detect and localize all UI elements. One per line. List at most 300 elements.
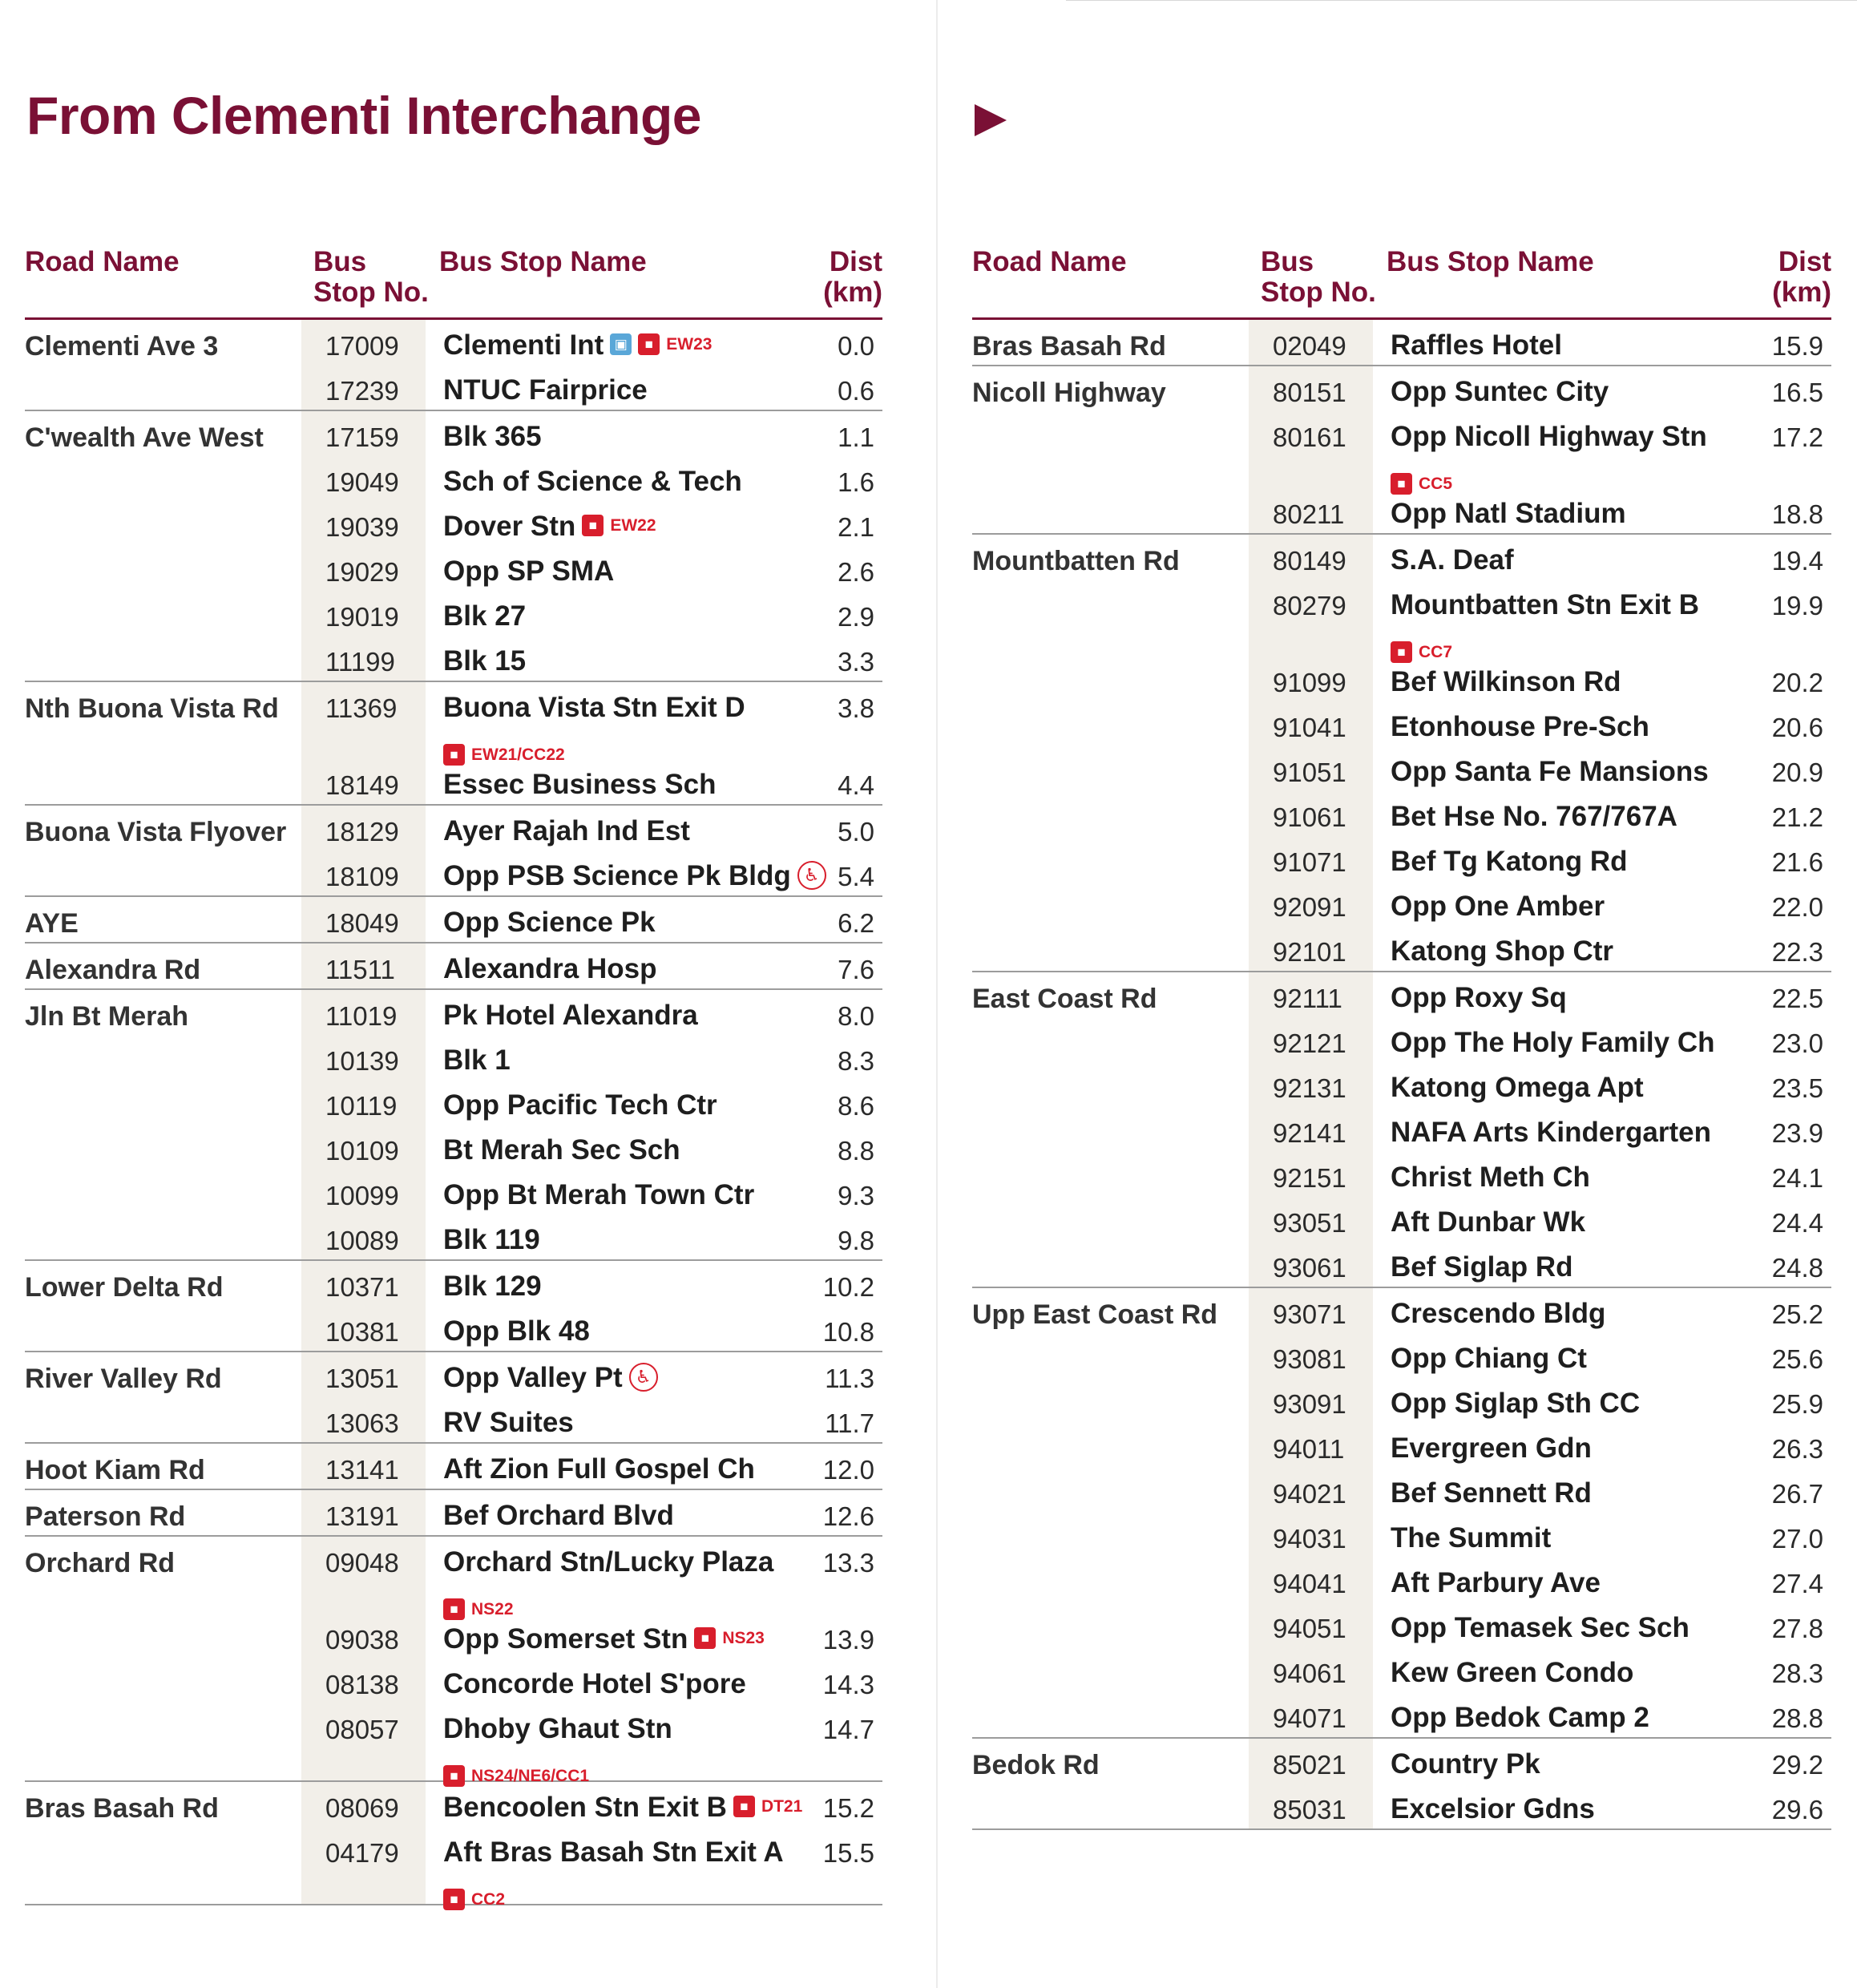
bus-stop-number: 11511	[325, 955, 395, 984]
bus-stop-number: 85021	[1273, 1750, 1346, 1780]
bus-stop-name-cell	[443, 329, 712, 362]
header-road-name: Road Name	[25, 246, 180, 277]
bus-stop-number: 92101	[1273, 937, 1346, 967]
distance-km: 2.1	[838, 512, 874, 542]
bus-stop-name-cell	[443, 1362, 658, 1394]
bus-stop-number: 13051	[325, 1364, 399, 1393]
bus-stop-number: 93091	[1273, 1389, 1346, 1419]
header-bus-stop-no: Bus Stop No.	[1261, 246, 1376, 308]
bus-stop-number: 93071	[1273, 1299, 1346, 1329]
distance-km: 5.0	[838, 817, 874, 847]
bus-stop-name-cell	[443, 953, 656, 985]
bus-stop-name: Blk 119	[443, 1224, 540, 1255]
bus-stop-name: Bencoolen Stn Exit B	[443, 1792, 727, 1823]
bus-stop-name: Opp Temasek Sec Sch	[1391, 1612, 1689, 1643]
bus-stop-name: Opp Blk 48	[443, 1315, 590, 1347]
table-row	[25, 1080, 882, 1125]
bus-stop-name-cell	[1391, 1612, 1689, 1644]
mrt-train-icon: ■	[733, 1796, 755, 1817]
table-row	[25, 682, 882, 764]
bus-stop-number: 94011	[1273, 1434, 1345, 1464]
table-row	[25, 1490, 882, 1535]
table-row	[972, 1647, 1831, 1692]
bus-stop-name: Opp Natl Stadium	[1391, 498, 1626, 529]
mrt-station-code: NS23	[722, 1628, 765, 1647]
bus-stop-name-cell	[443, 815, 690, 847]
distance-km: 12.6	[822, 1501, 874, 1531]
header-distance: Dist (km)	[1772, 246, 1831, 308]
mrt-station-code: EW21/CC22	[471, 745, 565, 764]
table-row	[25, 1614, 882, 1659]
wheelchair-accessible-icon: ♿	[797, 861, 826, 890]
distance-km: 7.6	[838, 955, 874, 984]
table-row	[972, 1784, 1831, 1828]
table-row	[972, 1017, 1831, 1062]
table-row	[972, 535, 1831, 580]
bus-stop-number: 92141	[1273, 1118, 1346, 1148]
distance-km: 24.4	[1771, 1208, 1823, 1238]
bus-stop-number: 18129	[325, 817, 399, 847]
bus-stop-number: 10139	[325, 1046, 399, 1076]
road-group	[25, 806, 882, 897]
bus-stop-name: Raffles Hotel	[1391, 329, 1562, 361]
bus-stop-name: Katong Shop Ctr	[1391, 935, 1614, 967]
bus-stop-name: Country Pk	[1391, 1748, 1540, 1780]
bus-stop-number: 80211	[1273, 499, 1345, 529]
bus-stop-number: 02049	[1273, 331, 1346, 361]
bus-stop-number: 19029	[325, 557, 399, 587]
mrt-station-code: CC7	[1419, 642, 1453, 661]
road-name: Upp East Coast Rd	[972, 1299, 1218, 1330]
table-row	[25, 759, 882, 804]
road-group	[972, 320, 1831, 366]
road-group	[25, 1537, 882, 1785]
road-group	[972, 366, 1831, 535]
bus-stop-number: 17159	[325, 422, 399, 452]
road-group	[972, 535, 1831, 972]
table-row	[25, 1035, 882, 1080]
distance-km: 1.1	[838, 422, 874, 452]
table-row	[25, 990, 882, 1035]
road-name: East Coast Rd	[972, 984, 1157, 1014]
bus-stop-name: Bt Merah Sec Sch	[443, 1134, 680, 1166]
road-name: AYE	[25, 908, 79, 939]
page-title: From Clementi Interchange	[26, 86, 701, 145]
bus-stop-name-cell	[1391, 1117, 1711, 1149]
distance-km: 21.6	[1771, 847, 1823, 877]
bus-stop-number: 80151	[1273, 378, 1346, 407]
road-name: Clementi Ave 3	[25, 331, 219, 362]
road-name: Nicoll Highway	[972, 378, 1166, 408]
mrt-train-icon: ■	[694, 1627, 716, 1649]
bus-stop-name: Bef Wilkinson Rd	[1391, 666, 1621, 697]
table-row	[25, 636, 882, 681]
bus-stop-name: Concorde Hotel S'pore	[443, 1668, 746, 1699]
table-row	[972, 1739, 1831, 1784]
distance-km: 10.8	[822, 1317, 874, 1347]
mrt-station-code: NS24/NE6/CC1	[471, 1766, 590, 1785]
distance-km: 15.9	[1771, 331, 1823, 361]
table-row	[972, 488, 1831, 533]
mrt-station-code: DT21	[761, 1796, 803, 1816]
distance-km: 10.2	[822, 1272, 874, 1302]
bus-stop-number: 94041	[1273, 1569, 1346, 1598]
bus-stop-name: Clementi Int	[443, 329, 604, 361]
bus-stop-number: 08069	[325, 1793, 399, 1823]
bus-stop-number: 04179	[325, 1838, 399, 1868]
distance-km: 29.2	[1771, 1750, 1823, 1780]
table-row	[25, 806, 882, 851]
table-row	[972, 746, 1831, 791]
header-bus-stop-name: Bus Stop Name	[1387, 246, 1594, 277]
distance-km: 23.0	[1771, 1028, 1823, 1058]
table-row	[25, 1782, 882, 1827]
page-fold	[936, 0, 938, 1988]
bus-stop-name: RV Suites	[443, 1407, 574, 1438]
mrt-train-icon: ■	[582, 515, 604, 536]
bus-stop-name: Opp Nicoll Highway Stn	[1391, 421, 1707, 452]
distance-km: 11.3	[825, 1364, 874, 1393]
distance-km: 28.3	[1771, 1659, 1823, 1688]
column-headers	[972, 247, 1831, 320]
distance-km: 25.6	[1771, 1344, 1823, 1374]
bus-stop-number: 94071	[1273, 1703, 1346, 1733]
bus-stop-name: Katong Omega Apt	[1391, 1072, 1644, 1103]
column-headers	[25, 247, 882, 320]
road-name: Buona Vista Flyover	[25, 817, 287, 847]
wheelchair-accessible-icon: ♿	[629, 1363, 658, 1392]
bus-stop-name: Dover Stn	[443, 511, 576, 542]
bus-stop-name-cell	[1391, 421, 1707, 493]
bus-stop-name: Pk Hotel Alexandra	[443, 1000, 698, 1031]
distance-km: 8.0	[838, 1001, 874, 1031]
road-name: Bras Basah Rd	[25, 1793, 219, 1824]
road-name: Alexandra Rd	[25, 955, 201, 985]
bus-stop-name-cell	[443, 1407, 574, 1439]
table-row	[25, 456, 882, 501]
road-name: River Valley Rd	[25, 1364, 222, 1394]
distance-km: 9.3	[838, 1181, 874, 1210]
bus-stop-number: 13141	[325, 1455, 399, 1485]
distance-km: 28.8	[1771, 1703, 1823, 1733]
bus-stop-name-cell	[443, 1668, 746, 1700]
table-row	[972, 926, 1831, 971]
table-row	[972, 657, 1831, 701]
distance-km: 8.6	[838, 1091, 874, 1121]
bus-stop-number: 93081	[1273, 1344, 1346, 1374]
bus-stop-name-cell	[443, 860, 826, 892]
bus-stop-name: Blk 27	[443, 600, 527, 632]
bus-stop-name-cell	[1391, 1657, 1633, 1689]
bus-stop-name: Opp Valley Pt	[443, 1362, 623, 1393]
bus-stop-name-cell	[443, 1546, 774, 1618]
distance-km: 11.7	[825, 1408, 874, 1438]
bus-stop-number: 80149	[1273, 546, 1346, 576]
table-row	[25, 591, 882, 636]
table-row	[972, 972, 1831, 1017]
bus-stop-name: Opp Santa Fe Mansions	[1391, 756, 1709, 787]
bus-stop-name: Christ Meth Ch	[1391, 1162, 1590, 1193]
route-table-left	[25, 246, 882, 1909]
bus-stop-number: 19039	[325, 512, 399, 542]
distance-km: 27.8	[1771, 1614, 1823, 1643]
route-table-right	[972, 247, 1831, 1830]
road-group	[25, 990, 882, 1261]
bus-stop-name: Opp Somerset Stn	[443, 1623, 688, 1655]
bus-stop-name-cell	[1391, 982, 1567, 1014]
mrt-train-icon: ■	[443, 744, 465, 766]
bus-stop-name: Bef Orchard Blvd	[443, 1500, 674, 1531]
mrt-station-code: CC5	[1419, 474, 1453, 493]
distance-km: 8.3	[838, 1046, 874, 1076]
table-row	[972, 1062, 1831, 1107]
distance-km: 27.4	[1771, 1569, 1823, 1598]
road-name: Lower Delta Rd	[25, 1272, 224, 1303]
bus-stop-name: Opp Roxy Sq	[1391, 982, 1567, 1013]
bus-stop-name-cell	[1391, 1343, 1587, 1375]
bus-stop-number: 92091	[1273, 892, 1346, 922]
bus-stop-name-cell	[443, 769, 716, 801]
bus-stop-number: 11369	[325, 693, 398, 723]
bus-stop-name: Opp Science Pk	[443, 907, 656, 938]
bus-stop-number: 91041	[1273, 713, 1346, 742]
bus-stop-name: Aft Bras Basah Stn Exit A	[443, 1836, 784, 1868]
distance-km: 13.3	[822, 1548, 874, 1578]
bus-stop-name: Blk 15	[443, 645, 527, 677]
bus-stop-name-cell	[443, 1623, 765, 1655]
bus-stop-name-cell	[1391, 1702, 1649, 1734]
road-group	[25, 411, 882, 682]
distance-km: 19.4	[1771, 546, 1823, 576]
bus-stop-number: 94061	[1273, 1659, 1346, 1688]
distance-km: 22.3	[1771, 937, 1823, 967]
distance-km: 14.7	[822, 1715, 874, 1744]
bus-stop-name: Aft Zion Full Gospel Ch	[443, 1453, 755, 1485]
bus-stop-name: Essec Business Sch	[443, 769, 717, 800]
bus-stop-number: 10109	[325, 1136, 399, 1166]
bus-stop-number: 92151	[1273, 1163, 1346, 1193]
bus-stop-number: 18049	[325, 908, 399, 938]
bus-stop-number: 08138	[325, 1670, 399, 1699]
bus-stop-name-cell	[1391, 666, 1621, 698]
mrt-station-code: EW22	[610, 515, 656, 535]
bus-stop-name-cell	[443, 374, 648, 406]
mrt-train-icon: ■	[443, 1889, 465, 1910]
bus-stop-name-cell	[443, 466, 742, 498]
mrt-train-icon: ■	[443, 1598, 465, 1620]
distance-km: 16.5	[1771, 378, 1823, 407]
road-group	[25, 1782, 882, 1909]
distance-km: 4.4	[838, 770, 874, 800]
bus-stop-number: 11199	[325, 647, 395, 677]
bus-stop-name-cell	[443, 1792, 802, 1824]
bus-interchange-icon: ▣	[610, 333, 632, 355]
bus-stop-name: NAFA Arts Kindergarten	[1391, 1117, 1711, 1148]
bus-stop-number: 18109	[325, 862, 399, 891]
table-row	[25, 1827, 882, 1909]
table-row	[972, 1242, 1831, 1287]
bus-stop-name-cell	[443, 1000, 698, 1032]
bus-stop-name-cell	[1391, 801, 1677, 833]
bus-stop-name: Opp PSB Science Pk Bldg	[443, 860, 791, 891]
mrt-train-icon: ■	[1391, 473, 1412, 495]
table-row	[972, 580, 1831, 661]
distance-km: 13.9	[822, 1625, 874, 1655]
distance-km: 23.5	[1771, 1073, 1823, 1103]
distance-km: 9.8	[838, 1226, 874, 1255]
table-row	[25, 1397, 882, 1442]
bus-stop-name: Blk 129	[443, 1271, 542, 1302]
table-row	[25, 546, 882, 591]
road-name: Bedok Rd	[972, 1750, 1100, 1780]
table-row	[972, 1197, 1831, 1242]
bus-stop-name-cell	[443, 1453, 755, 1485]
table-row	[25, 1261, 882, 1306]
mrt-train-icon: ■	[638, 333, 660, 355]
table-row	[972, 1558, 1831, 1602]
bus-stop-number: 92111	[1273, 984, 1342, 1013]
mrt-station-code: CC2	[471, 1889, 506, 1909]
bus-stop-name: Bet Hse No. 767/767A	[1391, 801, 1677, 832]
bus-stop-number: 80279	[1273, 591, 1346, 620]
bus-stop-name-cell	[443, 1134, 680, 1166]
bus-stop-name-cell	[443, 421, 542, 453]
bus-stop-name: Buona Vista Stn Exit D	[443, 692, 745, 723]
distance-km: 24.8	[1771, 1253, 1823, 1283]
distance-km: 23.9	[1771, 1118, 1823, 1148]
bus-stop-name-cell	[1391, 1251, 1573, 1283]
bus-stop-name: Blk 365	[443, 421, 542, 452]
road-name: Orchard Rd	[25, 1548, 176, 1578]
continue-arrow-icon	[975, 104, 1007, 136]
table-row	[25, 1214, 882, 1259]
bus-stop-number: 93061	[1273, 1253, 1346, 1283]
bus-stop-name: Blk 1	[443, 1045, 511, 1076]
bus-stop-name-cell	[1391, 1432, 1592, 1465]
bus-stop-name-cell	[443, 1500, 674, 1532]
bus-stop-number: 17239	[325, 376, 399, 406]
bus-stop-number: 10371	[325, 1272, 399, 1302]
bus-stop-name-cell	[443, 1713, 672, 1785]
table-row	[25, 411, 882, 456]
bus-stop-number: 10089	[325, 1226, 399, 1255]
bus-stop-name-cell	[443, 692, 745, 764]
bus-stop-name: Orchard Stn/Lucky Plaza	[443, 1546, 774, 1578]
bus-stop-name: Bef Tg Katong Rd	[1391, 846, 1628, 877]
table-row	[25, 1170, 882, 1214]
bus-stop-number: 94051	[1273, 1614, 1346, 1643]
table-row	[25, 320, 882, 365]
road-group	[25, 1261, 882, 1352]
road-group	[25, 1352, 882, 1444]
distance-km: 20.9	[1771, 758, 1823, 787]
distance-km: 0.0	[838, 331, 874, 361]
bus-stop-name-cell	[443, 511, 656, 543]
bus-stop-name: Opp Siglap Sth CC	[1391, 1388, 1641, 1419]
bus-stop-number: 92131	[1273, 1073, 1346, 1103]
table-row	[972, 411, 1831, 493]
table-row	[25, 501, 882, 546]
bus-stop-name: Opp SP SMA	[443, 556, 615, 587]
mrt-station-code: NS22	[471, 1599, 514, 1618]
road-name: Bras Basah Rd	[972, 331, 1166, 362]
distance-km: 27.0	[1771, 1524, 1823, 1554]
table-row	[972, 1378, 1831, 1423]
bus-stop-number: 91051	[1273, 758, 1346, 787]
bus-stop-name-cell	[443, 1089, 717, 1121]
table-row	[25, 1352, 882, 1397]
table-row	[972, 881, 1831, 926]
table-row	[972, 1468, 1831, 1513]
table-row	[972, 1107, 1831, 1152]
table-row	[25, 1659, 882, 1703]
mrt-train-icon: ■	[443, 1765, 465, 1787]
table-row	[972, 320, 1831, 365]
mrt-info	[443, 1885, 505, 1917]
table-row	[972, 791, 1831, 836]
road-group	[972, 972, 1831, 1288]
distance-km: 20.2	[1771, 668, 1823, 697]
road-name: Hoot Kiam Rd	[25, 1455, 205, 1485]
bus-stop-name-cell	[1391, 756, 1709, 788]
table-row	[972, 1333, 1831, 1378]
bus-stop-name: Crescendo Bldg	[1391, 1298, 1606, 1329]
bus-stop-name-cell	[1391, 1477, 1592, 1509]
bus-stop-name: Opp Chiang Ct	[1391, 1343, 1587, 1374]
bus-stop-name: Opp One Amber	[1391, 891, 1605, 922]
distance-km: 15.2	[822, 1793, 874, 1823]
bus-stop-number: 10381	[325, 1317, 399, 1347]
distance-km: 24.1	[1771, 1163, 1823, 1193]
bus-stop-name-cell	[443, 556, 614, 588]
bus-stop-number: 11019	[325, 1001, 398, 1031]
table-row	[25, 1306, 882, 1351]
distance-km: 2.6	[838, 557, 874, 587]
bus-stop-name-cell	[1391, 1298, 1605, 1330]
table-row	[25, 1125, 882, 1170]
bus-stop-name-cell	[1391, 1748, 1540, 1780]
road-group	[25, 897, 882, 943]
distance-km: 3.3	[838, 647, 874, 677]
road-group	[25, 1490, 882, 1537]
road-name: Paterson Rd	[25, 1501, 186, 1532]
distance-km: 1.6	[838, 467, 874, 497]
bus-stop-number: 94021	[1273, 1479, 1346, 1509]
bus-stop-name-cell	[443, 1224, 540, 1256]
bus-stop-name-cell	[443, 645, 526, 677]
table-row	[25, 897, 882, 942]
bus-stop-number: 13063	[325, 1408, 399, 1438]
table-row	[25, 365, 882, 410]
bus-stop-name-cell	[443, 1045, 511, 1077]
page-edge	[1066, 0, 1857, 1]
bus-stop-name: Etonhouse Pre-Sch	[1391, 711, 1649, 742]
distance-km: 12.0	[822, 1455, 874, 1485]
table-row	[972, 1423, 1831, 1468]
bus-stop-number: 80161	[1273, 422, 1346, 452]
table-row	[25, 851, 882, 895]
bus-stop-name-cell	[1391, 498, 1626, 530]
distance-km: 25.2	[1771, 1299, 1823, 1329]
distance-km: 8.8	[838, 1136, 874, 1166]
bus-stop-name: Ayer Rajah Ind Est	[443, 815, 690, 847]
road-name: Mountbatten Rd	[972, 546, 1180, 576]
bus-stop-name-cell	[1391, 935, 1613, 968]
bus-stop-number: 18149	[325, 770, 399, 800]
bus-stop-number: 13191	[325, 1501, 399, 1531]
bus-stop-name: Mountbatten Stn Exit B	[1391, 589, 1699, 620]
header-bus-stop-no: Bus Stop No.	[313, 246, 429, 308]
